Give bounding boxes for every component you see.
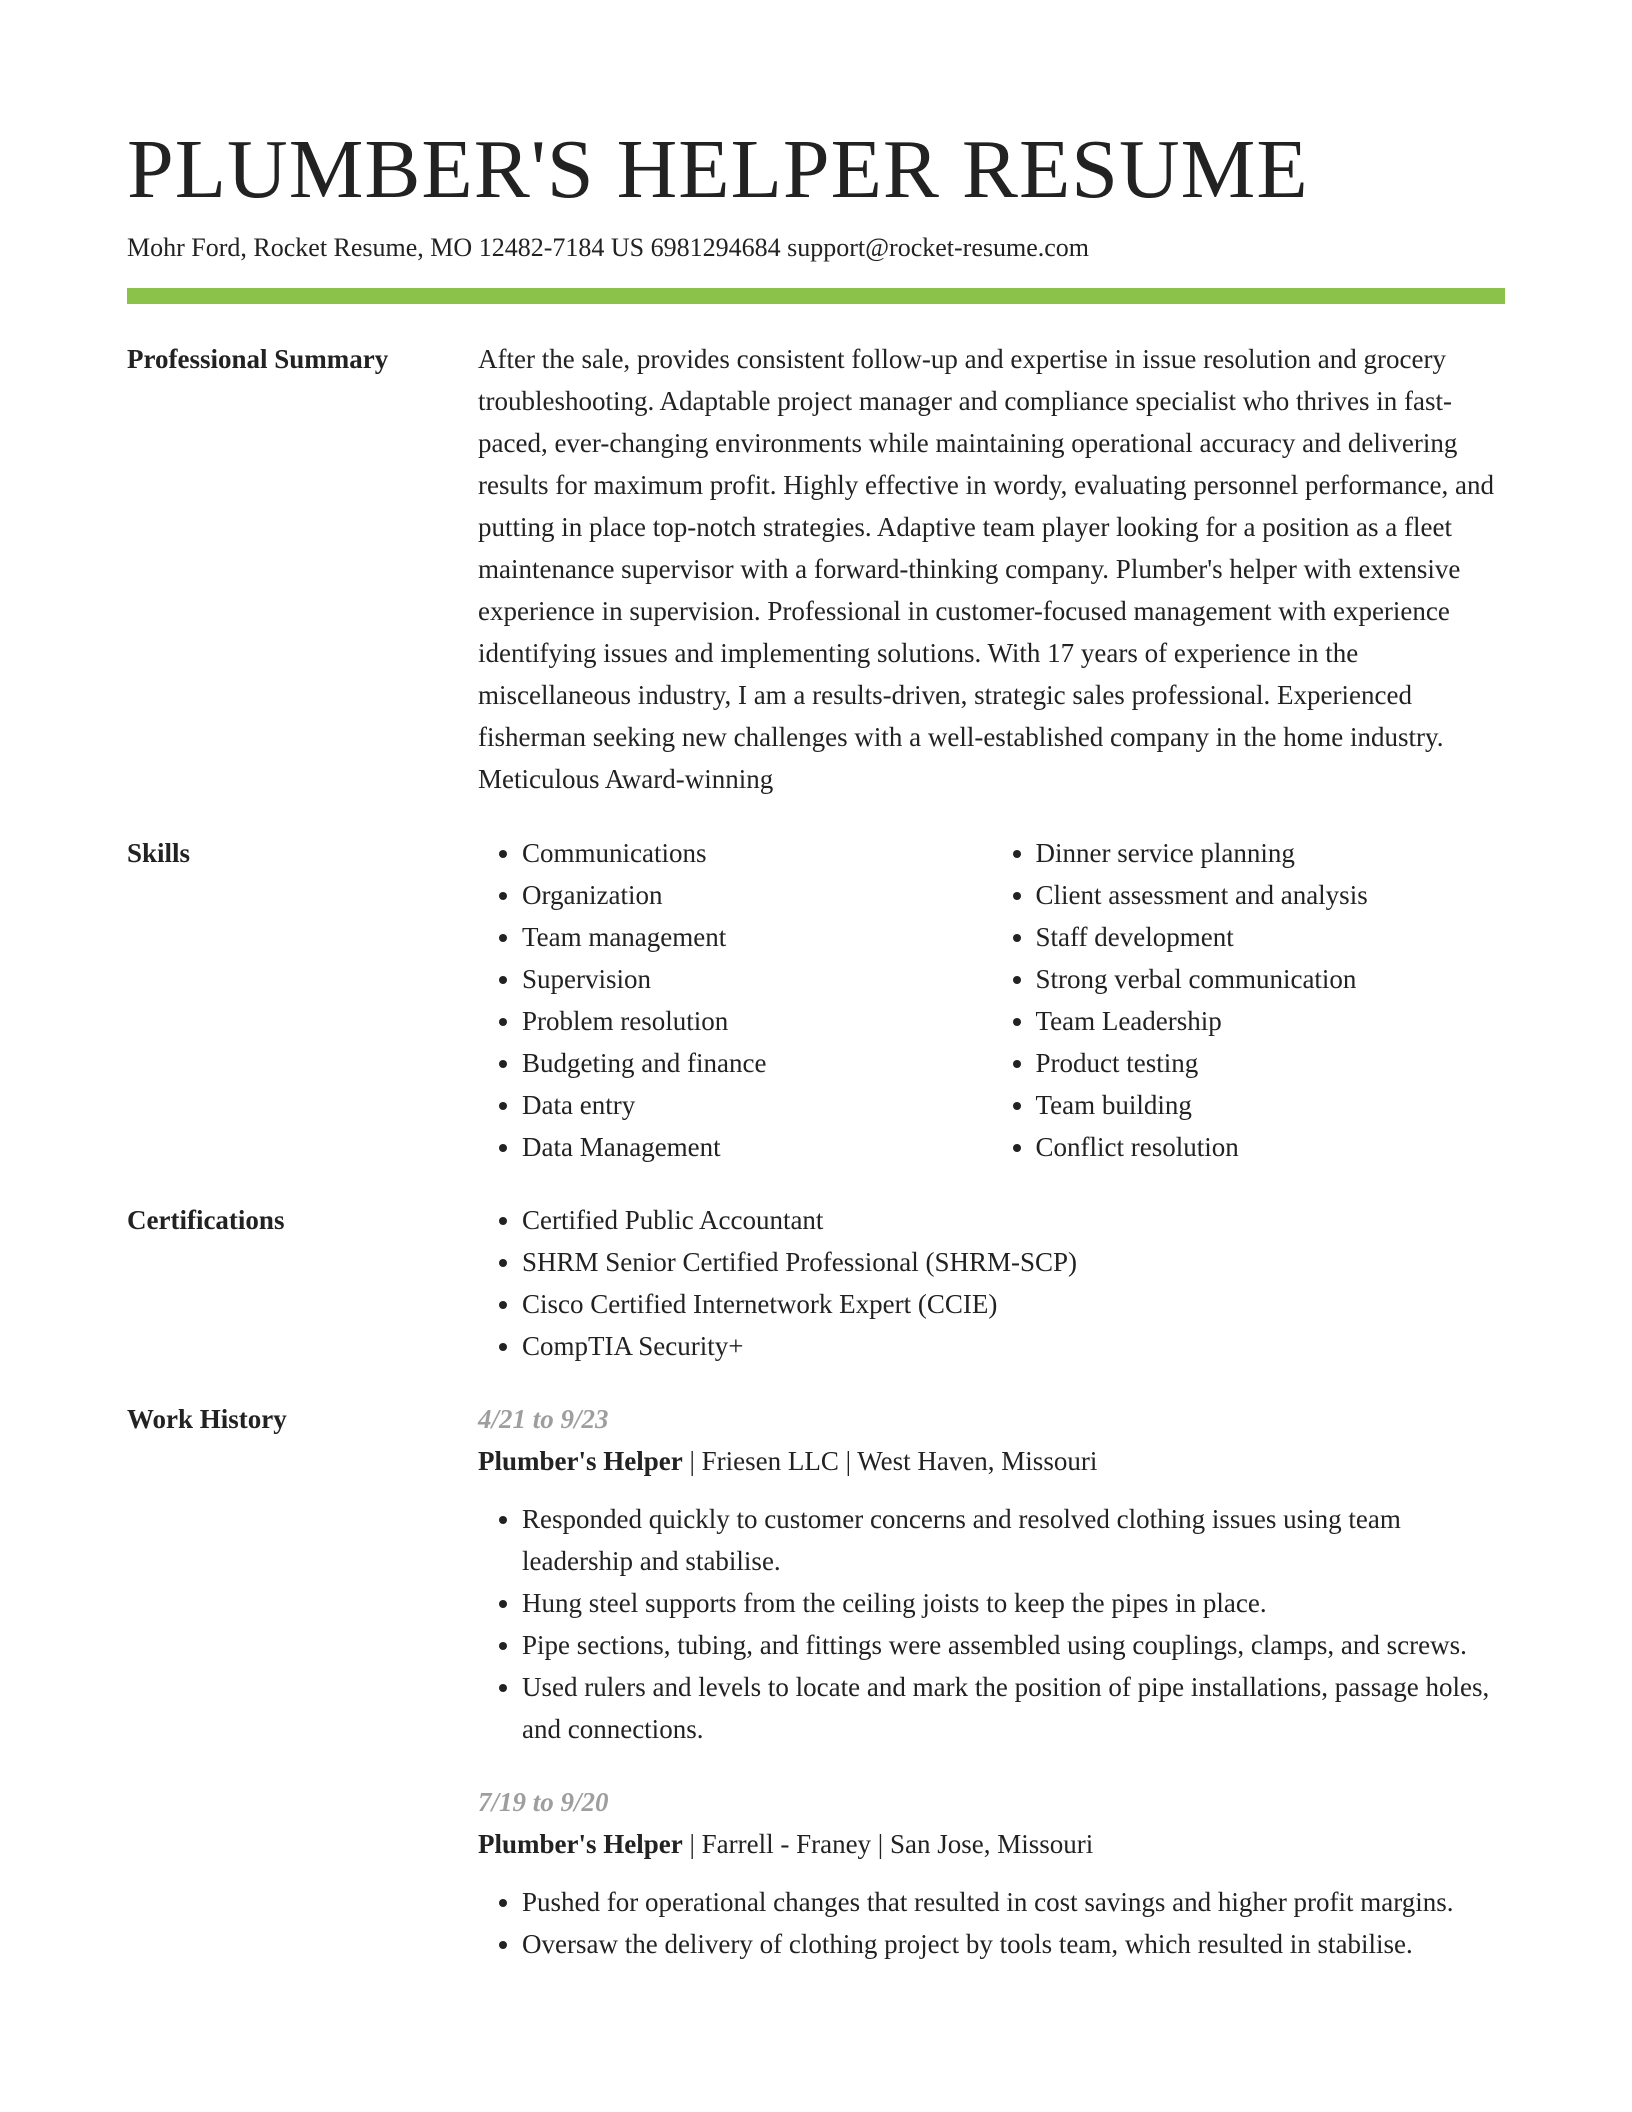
skill-item: • Team management — [522, 916, 992, 958]
skill-item: • Supervision — [522, 958, 992, 1000]
job-bullet: • Pipe sections, tubing, and fittings were assembled using couplings, clamps, and screws. — [522, 1624, 1505, 1666]
job-bullet: • Responded quickly to customer concerns and resolved clothing issues using team leadership and stabilise. — [522, 1498, 1505, 1582]
certification-item: • CompTIA Security+ — [522, 1325, 1505, 1367]
summary-body — [478, 338, 1505, 800]
job-entry — [478, 1781, 1505, 1965]
skill-item: • Budgeting and finance — [522, 1042, 992, 1084]
skill-item: • Team Leadership — [1036, 1000, 1506, 1042]
summary-text: After the sale, provides consistent follow-up and expertise in issue resolution and grocery troubleshooting. Adaptable project manager and compliance specialist who thrives in fast-paced, ever-changing environments while maintaining operational accuracy and delivering results for maximum profit. Highly effective in wordy, evaluating personnel performance, and putting in place top-notch strategies. Adaptive team player looking for a position as a fleet maintenance supervisor with a forward-thinking company. Plumber's helper with extensive experience in supervision. Professional in customer-focused management with experience identifying issues and implementing solutions. With 17 years of experience in the miscellaneous industry, I am a results-driven, strategic sales professional. Experienced fisherman seeking new challenges with a well-established company in the home industry. Meticulous Award-winning — [478, 344, 1494, 794]
skill-item: • Conflict resolution — [1036, 1126, 1506, 1168]
job-bullet: • Used rulers and levels to locate and mark the position of pipe installations, passage holes, and connections. — [522, 1666, 1505, 1750]
section-label-work-history: Work History — [127, 1404, 287, 1434]
job-bullets — [478, 1881, 1505, 1965]
job-dates: 4/21 to 9/23 — [478, 1404, 609, 1434]
job-bullet: • Oversaw the delivery of clothing project by tools team, which resulted in stabilise. — [522, 1923, 1505, 1965]
summary-section — [127, 338, 1505, 800]
skill-item: • Staff development — [1036, 916, 1506, 958]
work-history-body — [478, 1398, 1505, 1965]
section-label-summary: Professional Summary — [127, 344, 389, 374]
skills-section — [127, 832, 1505, 1168]
job-heading — [478, 1823, 1505, 1865]
certifications-section — [127, 1199, 1505, 1367]
section-label-skills: Skills — [127, 838, 191, 868]
job-heading — [478, 1440, 1505, 1482]
skills-list-right — [992, 832, 1506, 1168]
accent-divider — [127, 288, 1505, 304]
page-title: PLUMBER'S HELPER RESUME — [127, 123, 1309, 216]
certification-item: • SHRM Senior Certified Professional (SHRM-SCP) — [522, 1241, 1505, 1283]
job-dates: 7/19 to 9/20 — [478, 1787, 609, 1817]
job-title: Plumber's Helper — [478, 1829, 683, 1859]
certifications-list — [478, 1199, 1505, 1367]
job-details: | Friesen LLC | West Haven, Missouri — [682, 1446, 1098, 1476]
certifications-body — [478, 1199, 1505, 1367]
section-label-certifications: Certifications — [127, 1205, 285, 1235]
certification-item: • Certified Public Accountant — [522, 1199, 1505, 1241]
certification-item: • Cisco Certified Internetwork Expert (CCIE) — [522, 1283, 1505, 1325]
contact-line: Mohr Ford, Rocket Resume, MO 12482-7184 US 6981294684 support@rocket-resume.com — [127, 233, 1089, 262]
job-details: | Farrell - Franey | San Jose, Missouri — [682, 1829, 1094, 1859]
skill-item: • Data Management — [522, 1126, 992, 1168]
work-history-section — [127, 1398, 1505, 1965]
skill-item: • Product testing — [1036, 1042, 1506, 1084]
skill-item: • Dinner service planning — [1036, 832, 1506, 874]
job-bullet: • Pushed for operational changes that resulted in cost savings and higher profit margins. — [522, 1881, 1505, 1923]
skill-item: • Organization — [522, 874, 992, 916]
skills-grid — [478, 832, 1505, 1168]
skill-item: • Strong verbal communication — [1036, 958, 1506, 1000]
job-bullet: • Hung steel supports from the ceiling joists to keep the pipes in place. — [522, 1582, 1505, 1624]
skill-item: • Communications — [522, 832, 992, 874]
job-title: Plumber's Helper — [478, 1446, 683, 1476]
skill-item: • Team building — [1036, 1084, 1506, 1126]
skill-item: • Client assessment and analysis — [1036, 874, 1506, 916]
skills-list-left — [478, 832, 992, 1168]
job-entry — [478, 1398, 1505, 1750]
skill-item: • Data entry — [522, 1084, 992, 1126]
job-bullets — [478, 1498, 1505, 1750]
skill-item: • Problem resolution — [522, 1000, 992, 1042]
